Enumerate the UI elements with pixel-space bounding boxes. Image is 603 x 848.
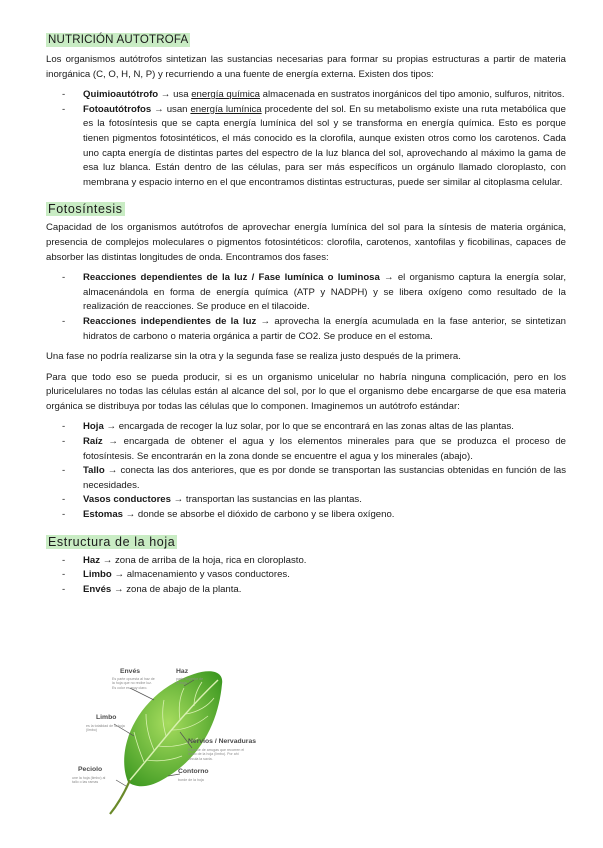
list-item-quimioautotrofo: - Quimioautótrofo → usa energía química almacenada en sustratos inorgánicos del tipo amonio, sulfuros, nitritos. bbox=[62, 89, 565, 101]
leaf-petiole bbox=[110, 780, 130, 814]
list-item-limbo: - Limbo → almacenamiento y vasos conductores. bbox=[62, 569, 290, 581]
phases-note-paragraph: Una fase no podría realizarse sin la otra y la segunda fase se realiza justo después de la primera. bbox=[46, 351, 461, 363]
list-item-fase-independiente: - Reacciones independientes de la luz → aprovecha la energía acumulada en la fase anterior, se sintetizan hidratos de carbono o materia orgánica a partir de CO2. Se produce en el estoma. bbox=[62, 315, 566, 342]
label-haz: Haz bbox=[176, 668, 189, 675]
label-nervios: Nervios / Nervaduras bbox=[188, 738, 257, 745]
list-item-tallo: - Tallo → conecta las dos anteriores, que es por donde se transportan las sustancias obtenidas en función de las necesidades. bbox=[62, 465, 566, 491]
list-item-fotoautotrofos: - Fotoautótrofos → usan energía lumínica procedente del sol. En su metabolismo existe una ruta metabólica que es la fotosíntesis que se capta energía lumínica del sol y se transforma en energía química. Esto es porque tienen pigmentos fotosintéticos, el más conocido es la clorofila, aunque existen otros como los carotenos. Cada uno capta energía de distintas partes del espectro de la luz blanca del sol, aprovechando al máximo la gama de esa luz blanca. Están dentro de las células, para ser más específicos un orgánulo llamado cloroplasto, con membrana y espacio interno en el que encontramos distintas estructuras, puede ser similar al citoplasma celular. bbox=[62, 103, 566, 188]
sublabel-limbo: es la totalidad de la hoja (limbo) bbox=[86, 724, 125, 733]
label-peciolo: Peciolo bbox=[78, 766, 103, 773]
list-item-fase-luminica: - Reacciones dependientes de la luz / Fase lumínica o luminosa → el organismo captura la energía solar, almacenándola en forma de energía química (ATP y NADPH) y se libera oxígeno como resultado de la realización de reacciones. Se produce en el tilacoide. bbox=[62, 272, 566, 313]
sublabel-haz: parte superior de la hoja bbox=[176, 677, 204, 686]
sublabel-contorno: borde de la hoja bbox=[178, 778, 204, 782]
sublabel-nervios: Especie de arrugas que recorren el limbo de la hoja (limbo). Por ahí circula la savia. bbox=[188, 748, 245, 761]
section-title-nutricion: NUTRICIÓN AUTOTROFA bbox=[48, 34, 189, 46]
sublabel-peciolo: une la hoja (limbo) al tallo o las ramas bbox=[72, 776, 106, 785]
label-contorno: Contorno bbox=[178, 768, 209, 775]
list-item-hoja: - Hoja → encargada de recoger la luz solar, por lo que se encontrará en las zonas altas de las plantas. bbox=[62, 421, 514, 433]
document-page bbox=[46, 30, 566, 603]
autotrophs-list bbox=[46, 88, 566, 190]
plant-parts-list bbox=[46, 420, 566, 522]
list-item-haz: - Haz → zona de arriba de la hoja, rica en cloroplasto. bbox=[62, 554, 307, 566]
section-title-estructura-hoja: Estructura de la hoja bbox=[48, 534, 176, 549]
pluricelular-paragraph: Para que todo eso se pueda producir, si es un organismo unicelular no habría ninguna complicación, pero en los pluricelulares no todas las células están al alcance del sol, por lo que el organismo debe encargarse de que esa materia orgánica se distribuya por todas las células que lo componen. Imaginemos un autótrofo estándar: bbox=[46, 371, 566, 412]
leaf-diagram bbox=[72, 662, 264, 822]
sublabel-enves: Es parte opuesta al haz de la hoja que no recibe luz. Es color es muy claro. bbox=[112, 677, 155, 690]
list-item-vasos: - Vasos conductores → transportan las sustancias en las plantas. bbox=[62, 494, 362, 506]
fotosintesis-paragraph: Capacidad de los organismos autótrofos de aprovechar energía lumínica del sol para la síntesis de materia orgánica, presencia de complejos moleculares o pigmentos fotosintéticos: clorofila, carotenos, xantofilas y ficobilinas, capaces de absorber las distintas longitudes de onda. Encontramos dos fases: bbox=[46, 222, 566, 263]
leaf-structure-list bbox=[46, 554, 566, 598]
list-item-enves: - Envés → zona de abajo de la planta. bbox=[62, 583, 242, 595]
label-limbo: Limbo bbox=[96, 714, 117, 721]
list-item-raiz: - Raíz → encargada de obtener el agua y los elementos minerales para que se produzca el proceso de fotosíntesis. Se encontrarán en la zona donde se encuentre el agua y los minerales (abajo). bbox=[62, 436, 566, 462]
intro-paragraph: Los organismos autótrofos sintetizan las sustancias necesarias para formar su propias estructuras a partir de materia inorgánica (C, O, H, N, P) y recurriendo a una fuente de energía externa. Existen dos tipos: bbox=[46, 54, 566, 80]
phases-list bbox=[46, 271, 566, 344]
section-title-fotosintesis: Fotosíntesis bbox=[48, 202, 123, 217]
label-enves: Envés bbox=[120, 668, 141, 675]
list-item-estomas: - Estomas → donde se absorbe el dióxido de carbono y se libera oxígeno. bbox=[62, 509, 395, 521]
